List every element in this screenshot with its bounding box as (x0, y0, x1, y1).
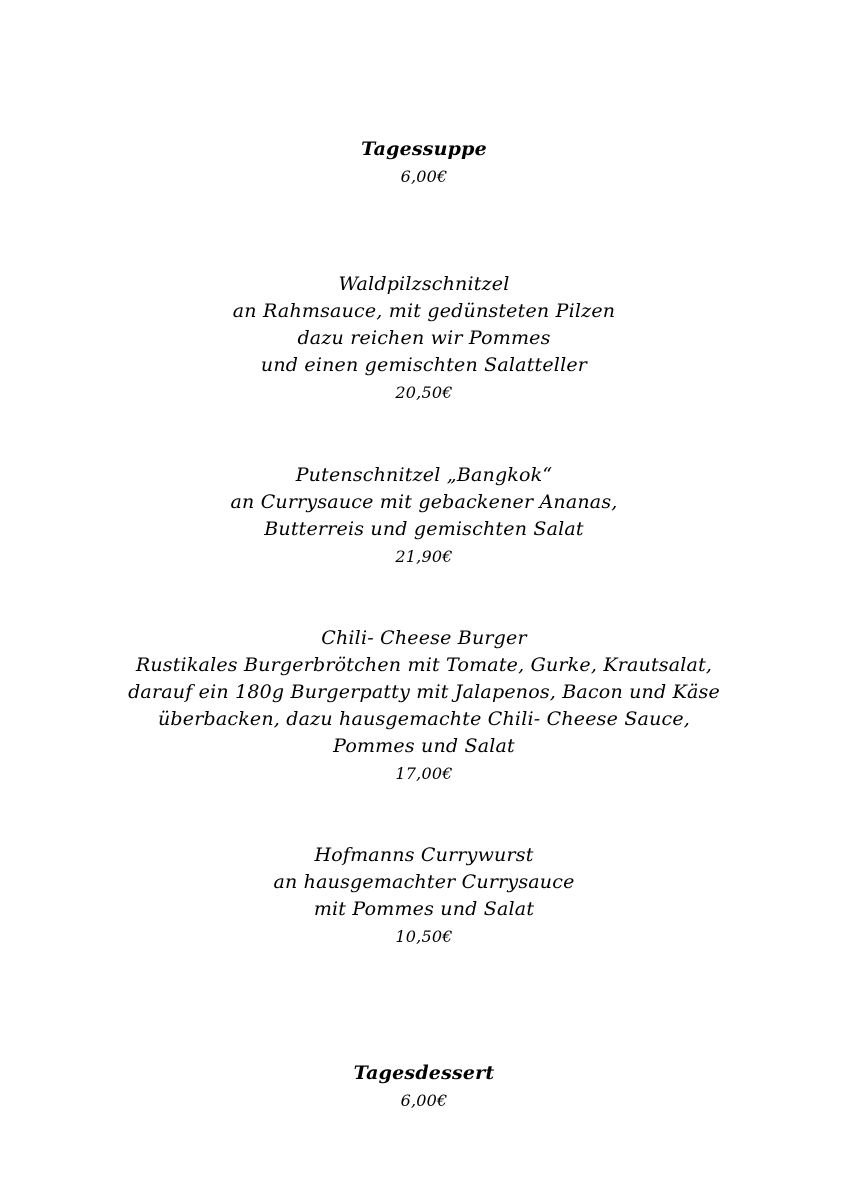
item-price: 17,00€ (395, 764, 453, 783)
soup-title: Tagessuppe (361, 138, 487, 160)
item-price: 10,50€ (395, 927, 453, 946)
item-description-line: dazu reichen wir Pommes (297, 327, 551, 349)
dessert-title: Tagesdessert (353, 1062, 495, 1084)
item-description-line: an hausgemachter Currysauce (273, 871, 575, 893)
item-description-line: überbacken, dazu hausgemachte Chili- Cheese Sauce, (157, 708, 691, 730)
item-description-line: mit Pommes und Salat (313, 898, 535, 920)
dessert-price: 6,00€ (400, 1091, 448, 1110)
item-title: Waldpilzschnitzel (338, 273, 510, 295)
item-description-line: an Rahmsauce, mit gedünsteten Pilzen (232, 300, 616, 322)
dessert-section (0, 1060, 848, 1114)
item-description-line: darauf ein 180g Burgerpatty mit Jalapenos, Bacon und Käse (128, 681, 720, 703)
item-description-line: an Currysauce mit gebackener Ananas, (230, 491, 618, 513)
menu-item-currywurst (0, 842, 848, 950)
item-description-line: Butterreis und gemischten Salat (264, 518, 584, 540)
item-description-line: Rustikales Burgerbrötchen mit Tomate, Gurke, Krautsalat, (135, 654, 713, 676)
menu-item-putenschnitzel (0, 462, 848, 570)
item-description-line: und einen gemischten Salatteller (260, 354, 588, 376)
menu-item-waldpilzschnitzel (0, 271, 848, 406)
item-description-line: Pommes und Salat (333, 735, 515, 757)
item-title: Chili- Cheese Burger (321, 627, 527, 649)
soup-price: 6,00€ (400, 167, 448, 186)
item-price: 20,50€ (395, 383, 453, 402)
item-title: Hofmanns Currywurst (314, 844, 534, 866)
item-title: Putenschnitzel „Bangkok“ (295, 464, 553, 486)
menu-item-chili-cheese-burger (0, 625, 848, 787)
soup-section (0, 136, 848, 190)
item-price: 21,90€ (395, 547, 453, 566)
